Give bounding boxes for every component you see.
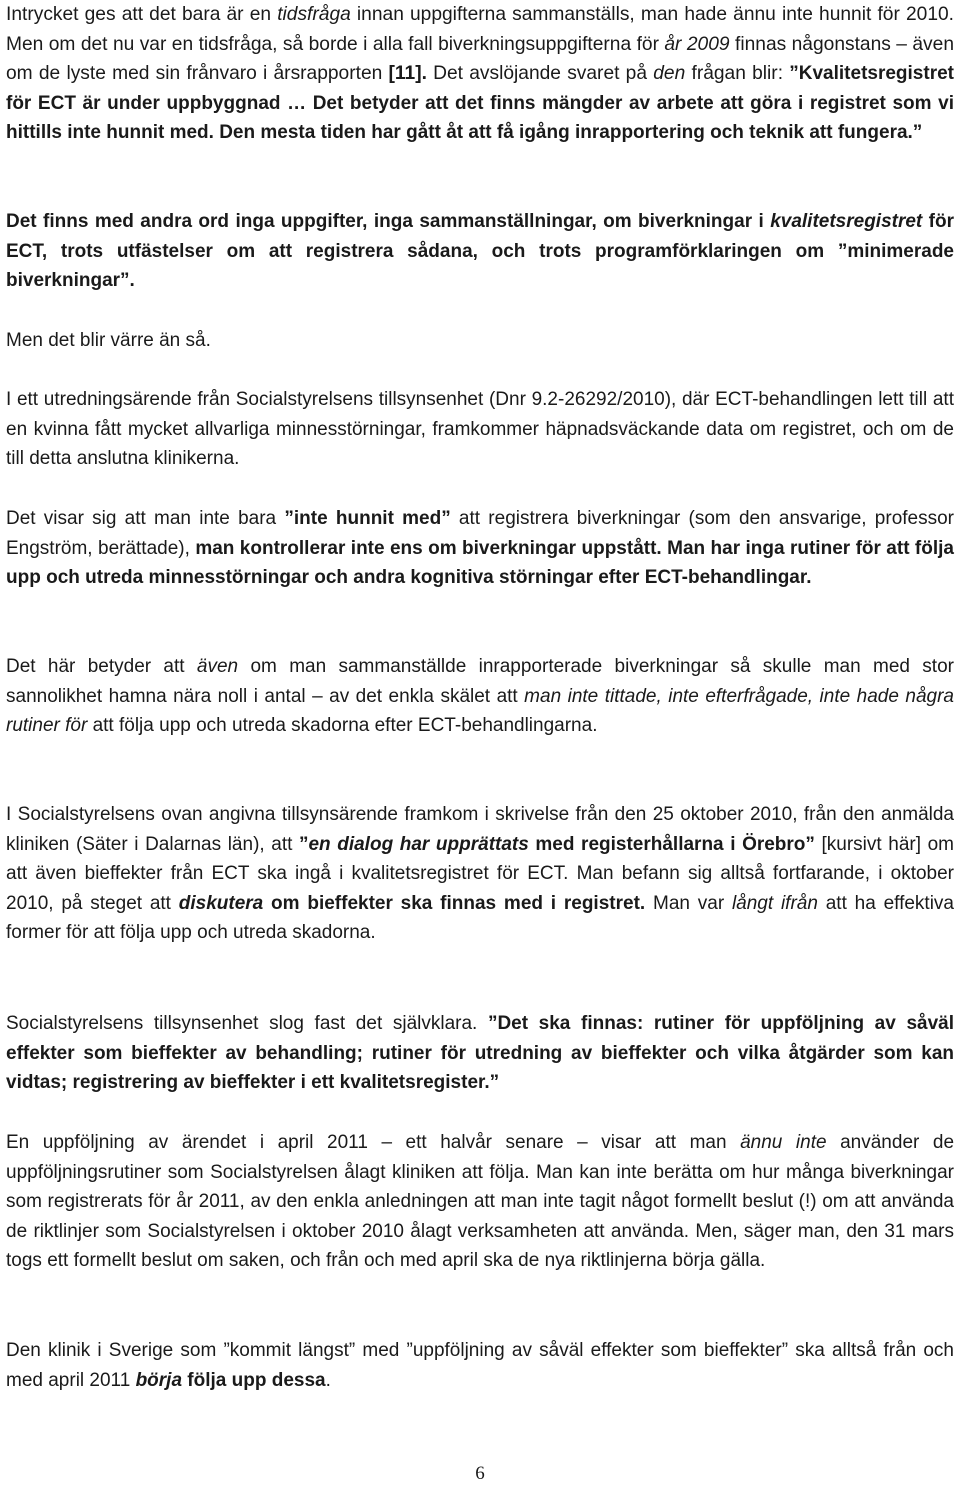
text-span: frågan blir: [685,63,790,85]
text-span: Den klinik i Sverige som ”kommit längst” med ”uppföljning av såväl effekter som bieffekter” ska alltså från och med april 2011 [6,1340,954,1391]
bold-text: med registerhållarna i Örebro” [528,833,815,855]
italic-text: ännu inte [740,1132,827,1153]
paragraph-7 [6,800,954,948]
text-span: En uppföljning av ärendet i april 2011 – ett halvår senare – visar att man [6,1132,741,1153]
bold-text: om bieffekter ska finnas med i registret. [263,892,646,914]
bold-italic-text: en dialog har upprättats [308,833,529,855]
text-span: [kursivt här] om att även bieffekter från ECT ska ingå i kvalitetsregistret för ECT. Man befann sig alltså fortfarande, i oktober 2010, på steget att [6,833,954,914]
bold-quote: ”Det ska finnas: rutiner för uppföljning av såväl effekter som bieffekter av behandling; rutiner för utredning av bieffekter och vilka åtgärder som kan vidtas; registrering av bieffekter i ett kvalitetsregister.” [6,1013,954,1094]
paragraph-6 [6,652,954,741]
text-span: Det avslöjande svaret på [426,63,654,85]
paragraph-3 [6,326,954,356]
italic-text: även [196,656,239,677]
bold-italic-text: börja [135,1369,183,1391]
italic-text: långt ifrån [731,892,818,914]
text-span: Man var [645,892,732,914]
bold-italic-text: kvalitetsregistret [770,211,923,232]
text-span: om man sammanställde inrapporterade biverkningar så skulle man med stor sannolikhet hamna nära noll i antal – av det enkla skälet att [6,656,954,707]
text-span: . [325,1369,331,1391]
italic-text: år 2009 [664,33,730,55]
text-span: Det visar sig att man inte bara [6,508,285,529]
bold-quote: ”Kvalitetsregistret för ECT är under uppbyggnad … Det betyder att det finns mängder av arbete att göra i registret som vi hittills inte hunnit med. Den mesta tiden har gått åt att få igång inrapportering och teknik att fungera.” [6,63,954,144]
text-span: att ha effektiva former för att följa upp och utreda skadorna. [6,892,954,944]
paragraph-8 [6,1009,954,1098]
bold-text: man kontrollerar inte ens om biverkningar uppstått. Man har inga rutiner för att följa upp och utreda minnesstörningar och andra kognitiva störningar efter ECT-behandlingar. [6,537,954,589]
bold-italic-text: diskutera [178,892,264,914]
page-number: 6 [475,1463,485,1484]
text-span: att följa upp och utreda skadorna efter ECT-behandlingarna. [87,715,598,737]
paragraph-2 [6,207,954,296]
text-span: använder de uppföljningsrutiner som Socialstyrelsen ålagt kliniken att följa. Man kan inte berätta om hur många biverkningar som registrerats för år 2011, av den enkla anledningen att man inte tagit något formellt beslut (!) om att använda de riktlinjer som Socialstyrelsen i oktober 2010 ålagt verksamheten att använda. Men, säger man, den 31 mars togs ett formellt beslut om saken, och från och med april ska de nya riktlinjerna börja gälla. [6,1132,955,1272]
text-span: att registrera biverkningar (som den ansvarige, professor Engström, berättade), [6,508,954,559]
text-span: Intrycket ges att det bara är en [6,4,278,25]
italic-text: den [653,63,686,85]
text-span: I ett utredningsärende från Socialstyrelsens tillsynsenhet (Dnr 9.2-26292/2010), där ECT-behandlingen lett till att en kvinna fått mycket allvarliga minnesstörningar, framkommer häpnadsväckande data om registret, och om de till detta anslutna klinikerna. [6,389,954,470]
bold-text: Det finns med andra ord inga uppgifter, inga sammanställningar, om biverkningar i [6,211,771,232]
text-span: Men det blir värre än så. [6,330,211,351]
text-span: innan uppgifterna sammanställs, man hade ännu inte hunnit för 2010. Men om det nu var en tidsfråga, så borde i alla fall biverkningsuppgifterna för [6,4,954,55]
bold-quote-mark: ” [298,833,309,855]
paragraph-1 [6,0,954,148]
citation-reference: [11]. [388,63,427,85]
paragraph-9 [6,1128,954,1276]
bold-text: för ECT, trots utfästelser om att registrera sådana, och trots programförklaringen om ”minimerade biverkningar”. [6,211,955,292]
bold-quote: ”inte hunnit med” [284,508,451,529]
paragraph-10 [6,1336,954,1395]
paragraph-5 [6,504,954,593]
italic-text: man inte tittade, inte efterfrågade, inte hade några rutiner för [6,685,954,737]
paragraph-4 [6,385,954,474]
text-span: I Socialstyrelsens ovan angivna tillsynsärende framkom i skrivelse från den 25 oktober 2010, från den anmälda kliniken (Säter i Dalarnas län), att [6,804,954,855]
text-span: finnas någonstans – även om de lyste med sin frånvaro i årsrapporten [6,33,954,85]
italic-text: tidsfråga [277,4,351,25]
bold-text: följa upp dessa [182,1369,326,1391]
text-span: Det här betyder att [6,656,197,677]
text-span: Socialstyrelsens tillsynsenhet slog fast det självklara. [6,1013,488,1034]
